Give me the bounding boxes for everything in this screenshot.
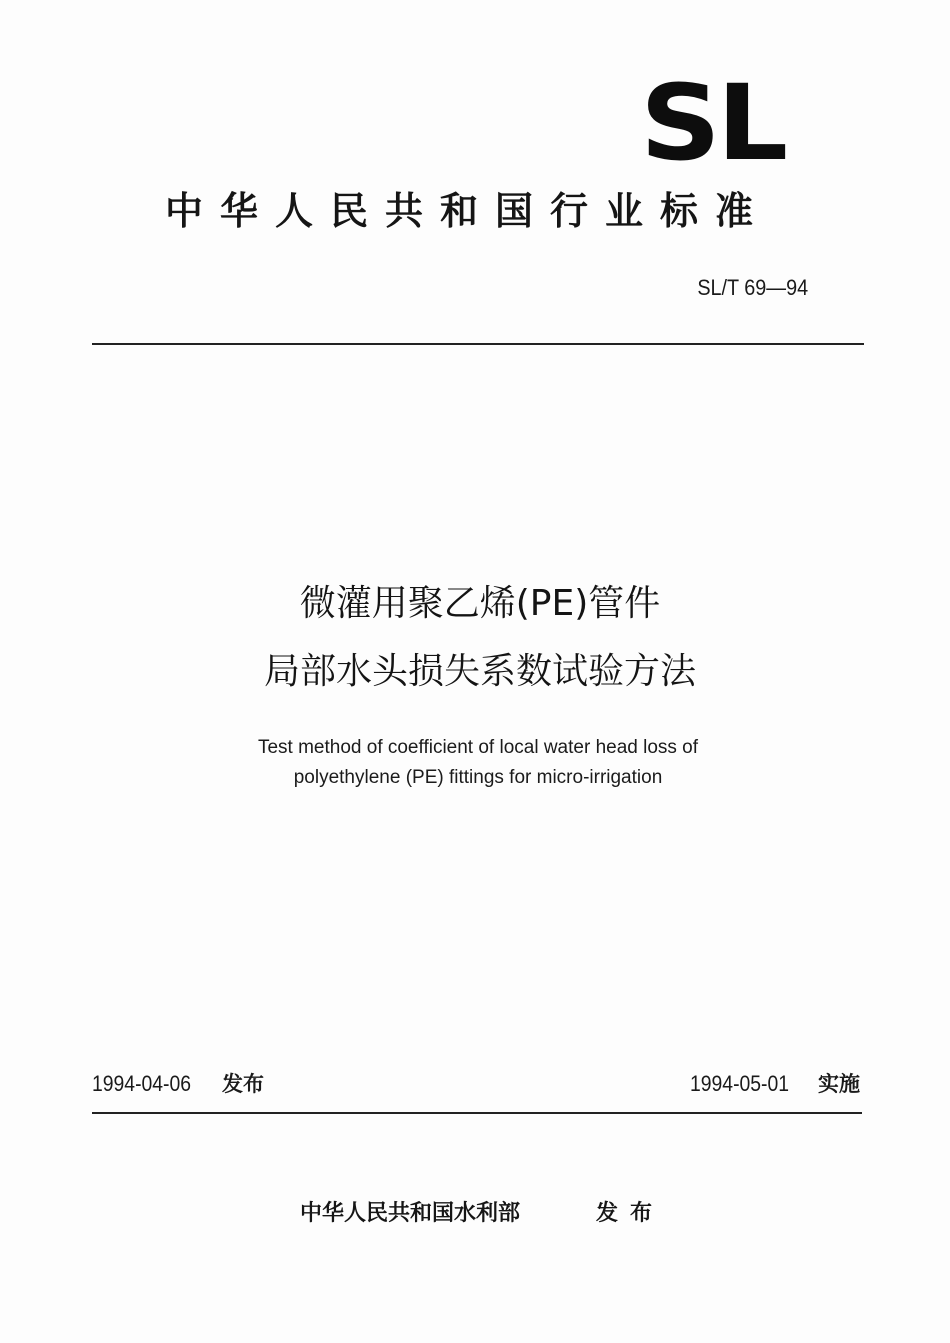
publish-label: 发布	[596, 1201, 665, 1226]
english-title-line-2: polyethylene (PE) fittings for micro-irrigation	[293, 767, 663, 788]
english-title-line-1: Test method of coefficient of local water head loss of	[257, 737, 699, 758]
chinese-title-line-1: 微灌用聚乙烯(PE)管件	[299, 583, 661, 624]
issue-label: 发布	[222, 1072, 264, 1096]
bottom-divider	[92, 1112, 862, 1114]
top-divider	[92, 343, 864, 345]
issue-date: 1994-04-06	[92, 1071, 192, 1096]
sl-logo: SL	[640, 62, 784, 184]
effective-label: 实施	[818, 1072, 860, 1096]
effective-date-block	[690, 1068, 860, 1100]
publisher-name: 中华人民共和国水利部	[300, 1201, 521, 1226]
standard-code: SL/T 69—94	[697, 275, 808, 300]
effective-date: 1994-05-01	[690, 1071, 790, 1096]
org-title: 中华人民共和国行业标准	[165, 189, 771, 233]
chinese-title-line-2: 局部水头损失系数试验方法	[263, 651, 696, 692]
issue-date-block	[92, 1068, 264, 1100]
